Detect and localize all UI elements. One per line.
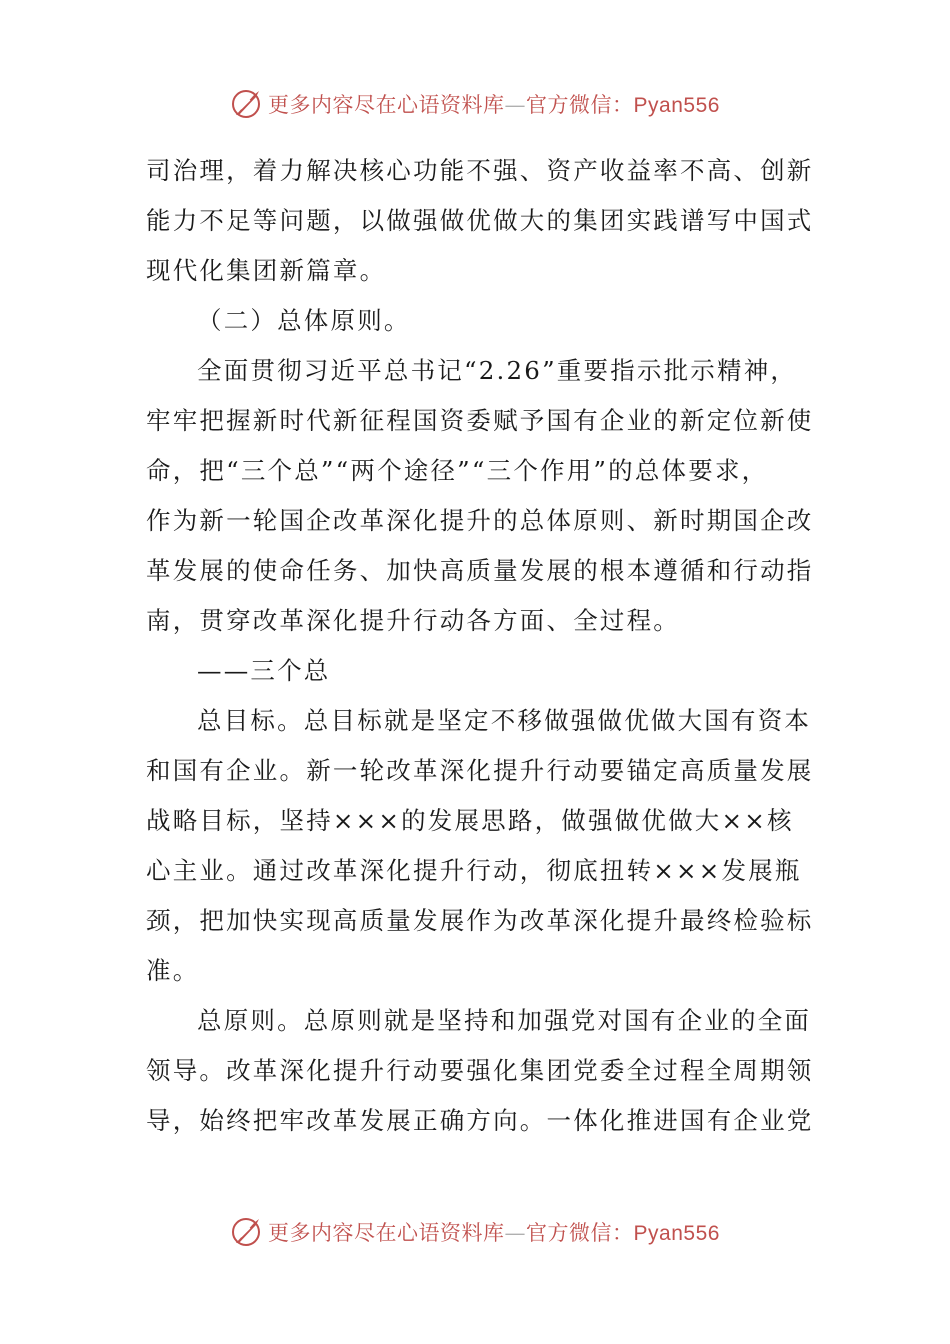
banner-dash: —	[504, 93, 527, 117]
document-body	[146, 146, 814, 1146]
banner-wechat-label: 官方微信：	[526, 1221, 634, 1245]
quill-logo-icon	[230, 87, 264, 121]
quill-logo-icon	[230, 1215, 264, 1249]
footer-banner	[0, 1212, 950, 1252]
text-line-17: 准。	[146, 956, 200, 985]
text-line-3: 现代化集团新篇章。	[146, 256, 387, 285]
text-line-6: 牢牢把握新时代新征程国资委赋予国有企业的新定位新使	[146, 406, 814, 435]
text-line-14: 战略目标，坚持×××的发展思路，做强做优做大××核	[146, 806, 794, 835]
text-line-15: 心主业。通过改革深化提升行动，彻底扭转×××发展瓶	[146, 856, 802, 885]
section-heading: （二）总体原则。	[197, 306, 411, 335]
banner-wechat-id: Pyan556	[633, 1222, 720, 1245]
banner-main: 更多内容尽在心语资料库	[268, 93, 505, 117]
banner-wechat-id: Pyan556	[633, 94, 720, 117]
text-line-1: 司治理，着力解决核心功能不强、资产收益率不高、创新	[146, 156, 814, 185]
banner-text	[268, 1217, 720, 1247]
text-line-2: 能力不足等问题，以做强做优做大的集团实践谱写中国式	[146, 206, 814, 235]
banner-main: 更多内容尽在心语资料库	[268, 1221, 505, 1245]
banner-dash: —	[504, 1221, 527, 1245]
text-line-18: 总原则。总原则就是坚持和加强党对国有企业的全面	[197, 1006, 812, 1035]
text-line-5: 全面贯彻习近平总书记“2.26”重要指示批示精神，	[197, 356, 798, 385]
text-line-13: 和国有企业。新一轮改革深化提升行动要锚定高质量发展	[146, 756, 814, 785]
text-line-16: 颈，把加快实现高质量发展作为改革深化提升最终检验标	[146, 906, 814, 935]
text-line-12: 总目标。总目标就是坚定不移做强做优做大国有资本	[197, 706, 812, 735]
header-banner	[0, 84, 950, 124]
text-line-10: 南，贯穿改革深化提升行动各方面、全过程。	[146, 606, 680, 635]
text-line-19: 领导。改革深化提升行动要强化集团党委全过程全周期领	[146, 1056, 814, 1085]
banner-wechat-label: 官方微信：	[526, 93, 634, 117]
text-line-9: 革发展的使命任务、加快高质量发展的根本遵循和行动指	[146, 556, 814, 585]
text-line-7: 命，把“三个总”“两个途径”“三个作用”的总体要求，	[146, 456, 769, 485]
text-line-8: 作为新一轮国企改革深化提升的总体原则、新时期国企改	[146, 506, 814, 535]
subheading-three-totals: ——三个总	[197, 656, 331, 685]
banner-text	[268, 89, 720, 119]
text-line-20: 导，始终把牢改革发展正确方向。一体化推进国有企业党	[146, 1106, 814, 1135]
